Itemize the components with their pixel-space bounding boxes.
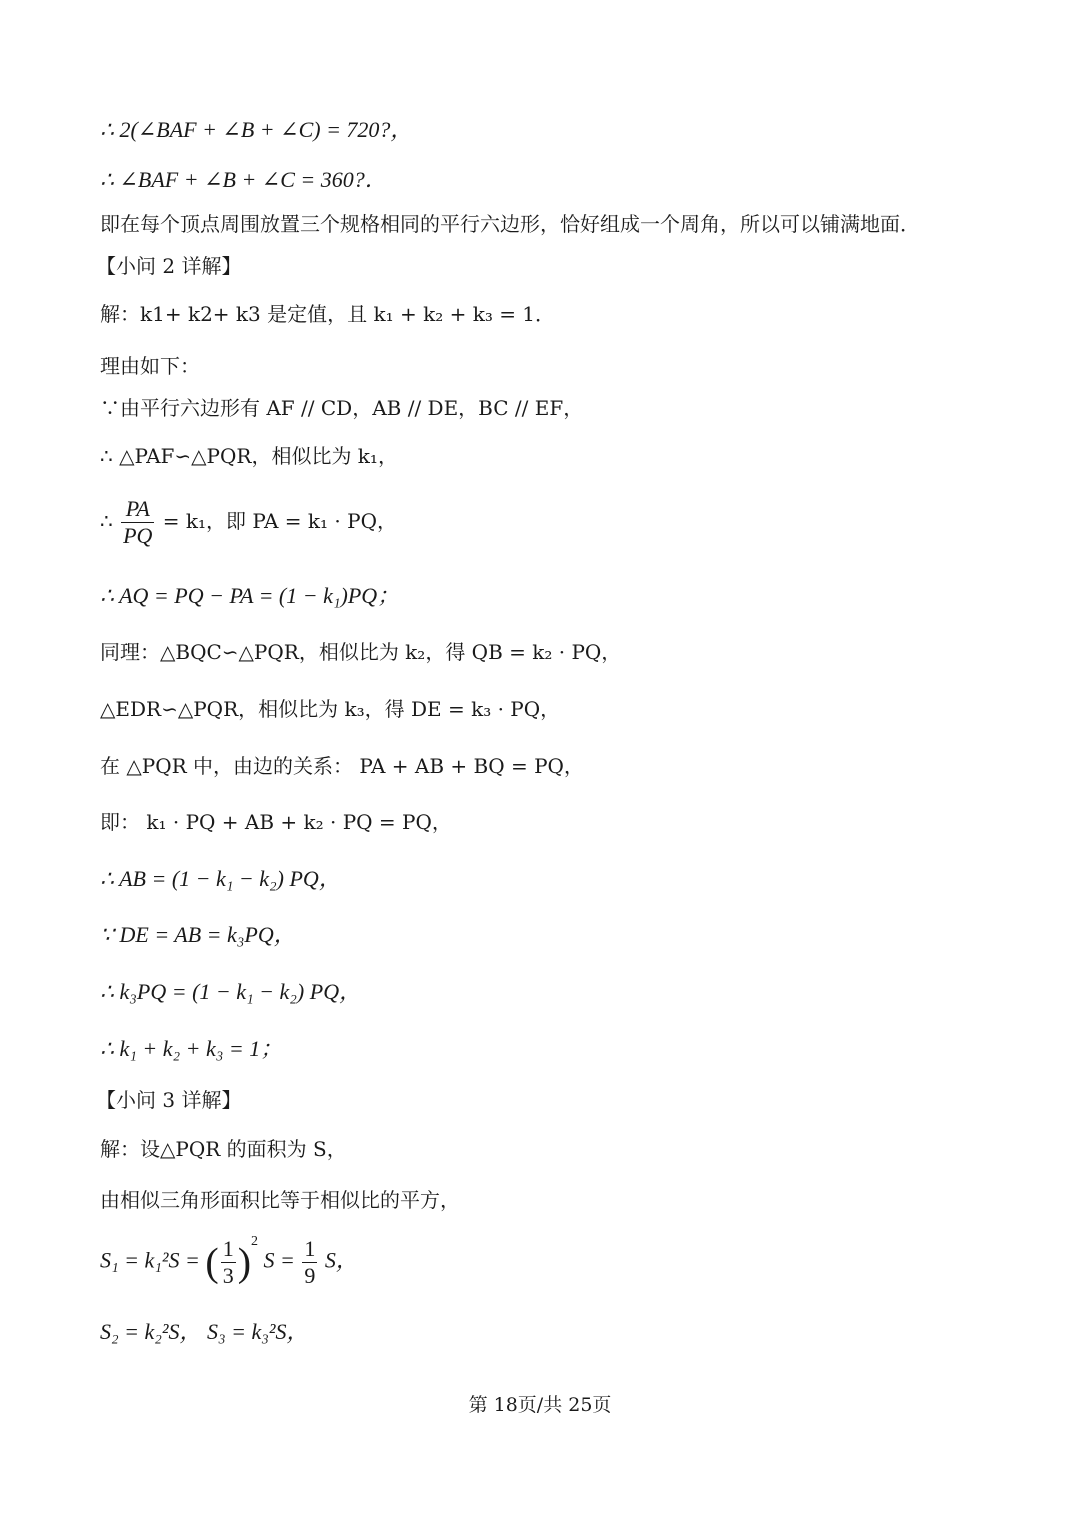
s1-middle: S = — [263, 1247, 295, 1273]
fraction-numerator: PA — [121, 496, 154, 523]
left-paren-icon: ( — [205, 1239, 219, 1285]
substitution-line: 即： k₁ · PQ + AB + k₂ · PQ = PQ， — [100, 810, 452, 834]
area-ratio-text: 由相似三角形面积比等于相似比的平方， — [100, 1188, 460, 1212]
similarity-line-2: 同理：△BQC∽△PQR，相似比为 k₂，得 QB = k₂ · PQ， — [100, 640, 622, 664]
ab-line: ∴ AB = (1 − k₁ − k₂) PQ， — [100, 866, 341, 891]
answer-line: 解：k1+ k2+ k3 是定值，且 k₁ + k₂ + k₃ = 1． — [100, 302, 556, 326]
exponent: 2 — [251, 1234, 259, 1250]
similarity-line-1: ∴ △PAF∽△PQR，相似比为 k₁， — [100, 444, 398, 468]
parallel-statement: ∵由平行六边形有 AF // CD，AB // DE，BC // EF， — [100, 396, 584, 420]
fraction-denominator: PQ — [123, 523, 153, 548]
area-setup-line: 解：设△PQR 的面积为 S， — [100, 1137, 347, 1161]
right-paren-icon: ) — [237, 1239, 252, 1285]
equation-line-2: ∴ ∠BAF + ∠B + ∠C = 360?． — [100, 167, 387, 192]
section-heading-2: 【小问 2 详解】 — [96, 254, 242, 278]
ratio-line — [100, 496, 397, 554]
ratio-text: = k₁，即 PA = k₁ · PQ， — [162, 509, 397, 533]
fraction-one-third — [221, 1236, 236, 1289]
de-line: ∵ DE = AB = k₃PQ， — [100, 922, 296, 947]
equation-line-1: ∴ 2(∠BAF + ∠B + ∠C) = 720?， — [100, 117, 413, 142]
s1-end: S， — [324, 1247, 358, 1273]
fraction-numerator: 1 — [222, 1236, 234, 1261]
aq-line: ∴ AQ = PQ − PA = (1 − k₁)PQ； — [100, 583, 400, 608]
reason-intro: 理由如下： — [100, 354, 200, 378]
fraction-one-ninth — [302, 1236, 317, 1289]
therefore-symbol: ∴ — [100, 509, 113, 533]
conclusion-text: 即在每个顶点周围放置三个规格相同的平行六边形，恰好组成一个周角，所以可以铺满地面． — [100, 212, 920, 236]
similarity-line-3: △EDR∽△PQR，相似比为 k₃，得 DE = k₃ · PQ， — [100, 697, 561, 721]
s2-s3-line: S₂ = k₂²S， S₃ = k₃²S， — [100, 1319, 309, 1344]
sum-line: ∴ k₁ + k₂ + k₃ = 1； — [100, 1036, 283, 1061]
s1-lhs: S₁ = k₁²S = — [100, 1247, 200, 1273]
section-heading-3: 【小问 3 详解】 — [96, 1088, 242, 1112]
fraction-denominator: 9 — [304, 1263, 316, 1288]
s1-line — [100, 1236, 358, 1294]
k3-line: ∴ k₃PQ = (1 − k₁ − k₂) PQ， — [100, 979, 362, 1004]
page-footer: 第 18页/共 25页 — [468, 1394, 612, 1416]
fraction-numerator: 1 — [304, 1236, 316, 1261]
side-relation-line: 在 △PQR 中，由边的关系： PA + AB + BQ = PQ， — [100, 754, 584, 778]
fraction-pa-pq — [121, 496, 154, 549]
fraction-denominator: 3 — [222, 1263, 234, 1288]
